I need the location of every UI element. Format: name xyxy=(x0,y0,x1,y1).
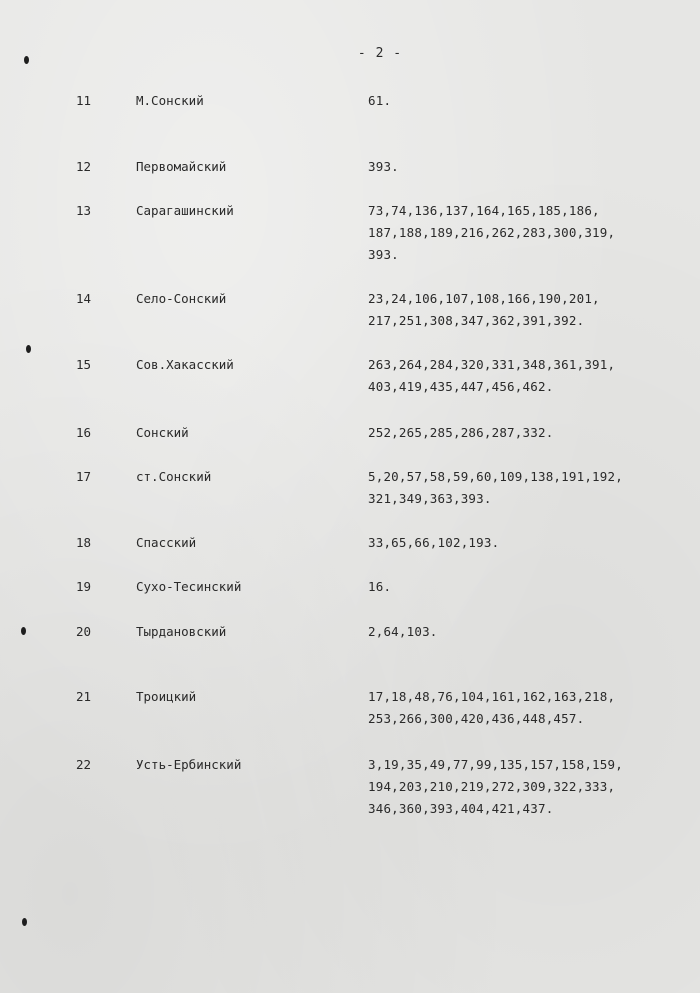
row-number: 18 xyxy=(76,535,92,550)
row-number: 21 xyxy=(76,689,92,704)
settlement-name: Первомайский xyxy=(136,159,227,174)
reference-numbers: 263,264,284,320,331,348,361,391, 403,419,435,447,456,462. xyxy=(368,357,616,394)
row-number: 15 xyxy=(76,357,92,372)
settlement-name: Троицкий xyxy=(136,689,197,704)
reference-numbers: 17,18,48,76,104,161,162,163,218, 253,266,300,420,436,448,457. xyxy=(368,689,616,726)
row-number: 22 xyxy=(76,757,92,772)
reference-numbers: 61. xyxy=(368,93,392,108)
settlement-name: М.Сонский xyxy=(136,93,204,108)
punch-hole-mark xyxy=(21,627,26,635)
reference-numbers: 2,64,103. xyxy=(368,624,438,639)
reference-numbers: 16. xyxy=(368,579,392,594)
reference-numbers: 73,74,136,137,164,165,185,186, 187,188,189,216,262,283,300,319, 393. xyxy=(368,203,616,262)
settlement-name: Сов.Хакасский xyxy=(136,357,234,372)
page-number: - 2 - xyxy=(357,46,403,61)
reference-numbers: 252,265,285,286,287,332. xyxy=(368,425,554,440)
row-number: 11 xyxy=(76,93,92,108)
reference-numbers: 5,20,57,58,59,60,109,138,191,192, 321,349,363,393. xyxy=(368,469,623,506)
settlement-name: Сухо-Тесинский xyxy=(136,579,242,594)
settlement-name: ст.Сонский xyxy=(136,469,212,484)
row-number: 16 xyxy=(76,425,92,440)
row-number: 17 xyxy=(76,469,92,484)
settlement-name: Сонский xyxy=(136,425,189,440)
settlement-name: Сарагашинский xyxy=(136,203,234,218)
reference-numbers: 23,24,106,107,108,166,190,201, 217,251,308,347,362,391,392. xyxy=(368,291,600,328)
settlement-name: Тырдановский xyxy=(136,624,227,639)
settlement-name: Усть-Ербинский xyxy=(136,757,242,772)
row-number: 20 xyxy=(76,624,92,639)
row-number: 19 xyxy=(76,579,92,594)
row-number: 12 xyxy=(76,159,92,174)
settlement-name: Село-Сонский xyxy=(136,291,227,306)
reference-numbers: 3,19,35,49,77,99,135,157,158,159, 194,203,210,219,272,309,322,333, 346,360,393,404,421,437. xyxy=(368,757,623,816)
row-number: 14 xyxy=(76,291,92,306)
row-number: 13 xyxy=(76,203,92,218)
punch-hole-mark xyxy=(22,918,27,926)
reference-numbers: 33,65,66,102,193. xyxy=(368,535,500,550)
reference-numbers: 393. xyxy=(368,159,399,174)
punch-hole-mark xyxy=(26,345,31,353)
settlement-name: Спасский xyxy=(136,535,197,550)
